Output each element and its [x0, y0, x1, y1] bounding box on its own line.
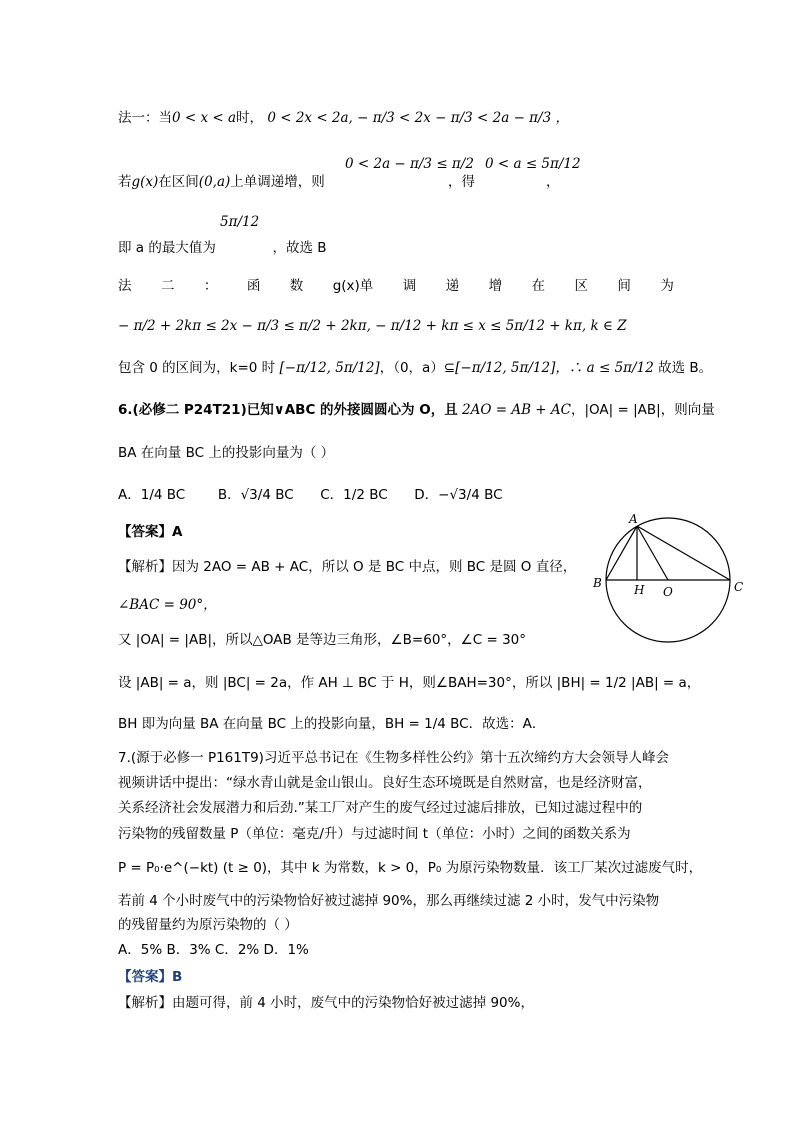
method1-line	[118, 106, 569, 126]
interval-end: 故选 B。	[658, 360, 713, 376]
q7-line6: 若前 4 个小时废气中的污染物恰好被过滤掉 90%，那么再继续过滤 2 小时，发气中污染物	[118, 893, 660, 909]
q6-sol5: BH 即为向量 BA 在向量 BC 上的投影向量，BH = 1/4 BC．故选：A．	[118, 716, 546, 732]
label-a: A	[629, 512, 638, 526]
method2-char-2: ：	[203, 278, 218, 294]
q7-answer: 【答案】B	[118, 969, 183, 985]
monotonic-prefix: 若	[118, 174, 132, 190]
method1-cond: 0 < x < a	[172, 110, 237, 126]
method1-suffix: 时，	[236, 110, 264, 126]
q6-title-text: 6.(必修二 P24T21)已知∨ABC 的外接圆圆心为 O，且	[118, 402, 458, 418]
monotonic-mid2: 上单调递增，则	[230, 174, 325, 190]
q6-options	[118, 483, 503, 503]
method2-char-1: 二	[160, 278, 175, 294]
interval-line	[118, 356, 712, 376]
max-value-line	[118, 236, 327, 256]
method2-char-9: 在	[531, 278, 546, 294]
q6-answer: 【答案】A	[118, 524, 183, 540]
q7-sol1: 【解析】由题可得，前 4 小时，废气中的污染物恰好被过滤掉 90%，	[118, 995, 534, 1011]
q6-sol2: ∠BAC = 90°，	[118, 597, 217, 613]
monotonic-line	[118, 170, 325, 190]
method2-char-6: 调	[402, 278, 417, 294]
q6-cond1: 2AO = AB + AC	[462, 402, 571, 418]
method2-char-8: 增	[488, 278, 503, 294]
q7-line7: 的残留量约为原污染物的（ ）	[118, 917, 298, 933]
method2-inequality: − π/2 + 2kπ ≤ 2x − π/3 ≤ π/2 + 2kπ, − π/12 + kπ ≤ x ≤ 5π/12 + kπ, k ∈ Z	[118, 318, 627, 334]
label-b: B	[593, 576, 602, 590]
q6-option-a: A．1/4 BC	[118, 487, 186, 503]
method2-char-11: 间	[617, 278, 631, 294]
circle-figure	[590, 508, 760, 648]
monotonic-end: ，	[546, 174, 560, 190]
label-o: O	[663, 585, 673, 599]
q6-title	[118, 398, 715, 418]
max-value-prefix: 即 a 的最大值为	[118, 240, 216, 256]
max-value-end: ，故选 B	[272, 240, 327, 256]
q6-option-d: D．−√3/4 BC	[414, 487, 503, 503]
q6-line2: BA 在向量 BC 上的投影向量为（ ）	[118, 445, 335, 461]
q7-line3: 关系经济社会发展潜力和后劲.”某工厂对产生的废气经过过滤后排放，已知过滤过程中的	[118, 800, 643, 816]
monotonic-mid: 在区间	[158, 174, 199, 190]
method2-line	[118, 274, 674, 294]
q6-sol3: 又 |OA| = |AB|，所以△OAB 是等边三角形，∠B=60°，∠C = 30°	[118, 632, 527, 648]
q6-cond2: ，|OA| = |AB|，则向量	[570, 402, 715, 418]
interval-prefix: 包含 0 的区间为，k=0 时	[118, 360, 276, 376]
func-g: g(x)	[131, 174, 159, 190]
q7-line4: 污染物的残留数量 P（单位：毫克/升）与过滤时间 t（单位：小时）之间的函数关系为	[118, 826, 631, 842]
monotonic-inequality: 0 < 2a − π/3 ≤ π/2	[345, 156, 474, 172]
q7-line1: 7.(源于必修一 P161T9)习近平总书记在《生物多样性公约》第十五次缔约方大会领导人峰会	[118, 750, 669, 766]
method2-char-3: 函	[246, 278, 261, 294]
interval-mid: ，（0，a）⊆	[379, 360, 456, 376]
q6-sol1: 【解析】因为 2AO = AB + AC，所以 O 是 BC 中点，则 BC 是圆 O 直径，	[118, 559, 577, 575]
interval-conclusion: ，∴ a ≤ 5π/12	[555, 360, 654, 376]
method1-prefix: 法一：当	[118, 110, 172, 126]
method2-char-4: 数	[289, 278, 304, 294]
segment-ac	[637, 526, 730, 580]
q6-option-b: B．√3/4 BC	[217, 487, 294, 503]
interval-0a: (0,a)	[198, 174, 231, 190]
segment-ab	[606, 526, 637, 580]
method2-char-0: 法	[118, 278, 132, 294]
method2-char-12: 为	[660, 278, 674, 294]
max-value-fraction: 5π/12	[220, 214, 260, 230]
segment-ao	[637, 526, 668, 580]
q7-line5: P = P₀·e^(−kt) (t ≥ 0)，其中 k 为常数，k > 0，P₀ 为原污染物数量．该工厂某次过滤废气时，	[118, 860, 703, 876]
interval-2: [−π/12, 5π/12]	[455, 360, 556, 376]
q6-sol4: 设 |AB| = a，则 |BC| = 2a，作 AH ⊥ BC 于 H，则∠BAH=30°，所以 |BH| = 1/2 |AB| = a，	[118, 675, 701, 691]
method1-inequality: 0 < 2x < 2a, − π/3 < 2x − π/3 < 2a − π/3 ，	[267, 110, 569, 126]
monotonic-get: ，得	[448, 174, 475, 190]
q7-line2: 视频讲话中提出：“绿水青山就是金山银山。良好生态环境既是自然财富，也是经济财富，	[118, 775, 652, 791]
label-h: H	[634, 583, 645, 597]
monotonic-result: 0 < a ≤ 5π/12	[485, 156, 581, 172]
q6-option-c: C．1/2 BC	[320, 487, 388, 503]
label-c: C	[734, 580, 744, 594]
method2-char-7: 递	[445, 278, 460, 294]
method2-char-5: g(x)单	[332, 278, 374, 294]
method2-char-10: 区	[574, 278, 588, 294]
q7-options: A．5% B．3% C．2% D．1%	[118, 942, 309, 958]
interval-1: [−π/12, 5π/12]	[279, 360, 380, 376]
